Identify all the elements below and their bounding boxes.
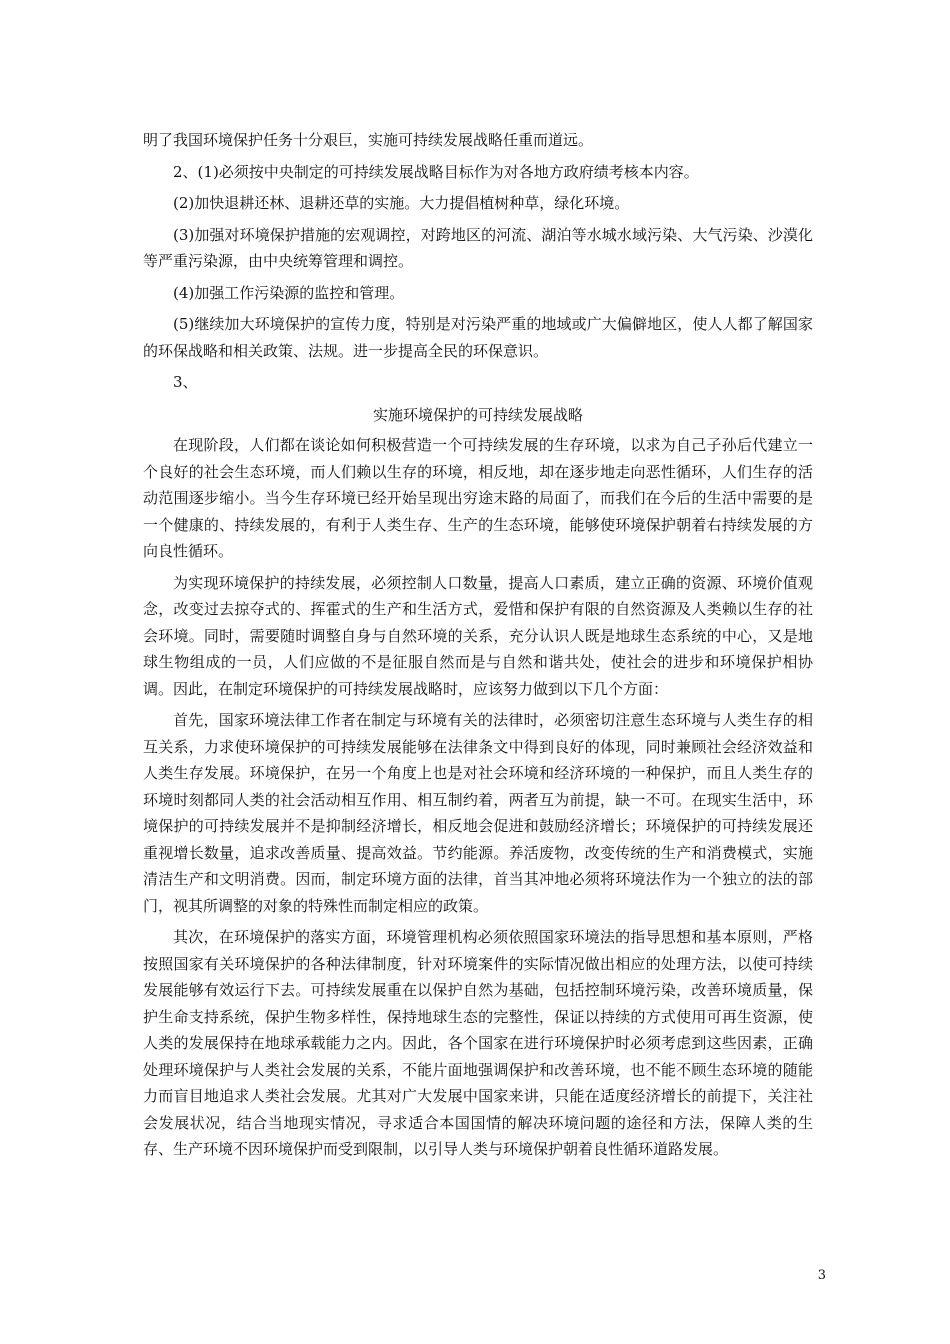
essay-paragraph: 在现阶段，人们都在谈论如何积极营造一个可持续发展的生存环境，以求为自己子孙后代建立一个良好的社会生态环境，而人们赖以生存的环境，相反地，却在逐步地走向恶性循环，人们生存的活动范围逐步缩小。当今生存环境已经开始呈现出穷途末路的局面了，而我们在今后的生活中需要的是一个健康的、持续发展的，有利于人类生存、生产的生态环境，能够使环境保护朝着右持续发展的方向良性循环。	[143, 436, 813, 560]
page-number: 3	[817, 1268, 826, 1283]
list-item-3: 3、	[173, 373, 198, 391]
paragraph-continuation: 明了我国环境保护任务十分艰巨，实施可持续发展战略任重而道远。	[143, 131, 594, 149]
document-body	[143, 127, 813, 1168]
list-item-2-2: (2)加快退耕还林、退耕还草的实施。大力提倡植树种草，绿化环境。	[173, 194, 630, 212]
list-item-2-5: (5)继续加大环境保护的宣传力度，特别是对污染严重的地域或广大偏僻地区，使人人都了解国家的环保战略和相关政策、法规。进一步提高全民的环保意识。	[143, 315, 813, 360]
list-item-2-1: 2、(1)必须按中央制定的可持续发展战略目标作为对各地方政府绩考核本内容。	[173, 162, 699, 181]
list-item-2-4: (4)加强工作污染源的监控和管理。	[173, 283, 405, 302]
list-item-2-3: (3)加强对环境保护措施的宏观调控，对跨地区的河流、湖泊等水城水域污染、大气污染、沙漠化等严重污染源，由中央统筹管理和调控。	[143, 225, 813, 270]
essay-paragraph: 首先，国家环境法律工作者在制定与环境有关的法律时，必须密切注意生态环境与人类生存的相互关系，力求使环境保护的可持续发展能够在法律条文中得到良好的体现，同时兼顾社会经济效益和人类生存发展。环境保护，在另一个角度上也是对社会环境和经济环境的一种保护，而且人类生存的环境时刻都同人类的社会活动相互作用、相互制约着，两者互为前提，缺一不可。在现实生活中，环境保护的可持续发展并不是抑制经济增长，相反地会促进和鼓励经济增长；环境保护的可持续发展还重视增长数量，追求改善质量、提高效益。节约能源。养活废物，改变传统的生产和消费模式，实施清洁生产和文明消费。因而，制定环境方面的法律，首当其冲地必须将环境法作为一个独立的法的部门，视其所调整的对象的特殊性而制定相应的政策。	[143, 711, 813, 915]
essay-paragraph: 为实现环境保护的持续发展，必须控制人口数量，提高人口素质，建立正确的资源、环境价值观念，改变过去掠夺式的、挥霍式的生产和生活方式，爱惜和保护有限的自然资源及人类赖以生存的社会环境。同时，需要随时调整自身与自然环境的关系，充分认识人既是地球生态系统的中心，又是地球生物组成的一员，人们应做的不是征服自然而是与自然和谐共处，使社会的进步和环境保护相协调。因此，在制定环境保护的可持续发展战略时，应该努力做到以下几个方面：	[143, 573, 813, 698]
essay-title: 实施环境保护的可持续发展战略	[372, 405, 583, 424]
essay-paragraph: 其次，在环境保护的落实方面，环境管理机构必须依照国家环境法的指导思想和基本原则，严格按照国家有关环境保护的各种法律制度，针对环境案件的实际情况做出相应的处理方法，以使可持续发展能够有效运行下去。可持续发展重在以保护自然为基础，包括控制环境污染，改善环境质量，保护生命支持系统，保护生物多样性，保持地球生态的完整性，保证以持续的方式使用可再生资源，使人类的发展保持在地球承载能力之内。因此，各个国家在进行环境保护时必须考虑到这些因素，正确处理环境保护与人类社会发展的关系，不能片面地强调保护和改善环境，也不能不顾生态环境的随能力而盲目地追求人类社会发展。尤其对广大发展中国家来讲，只能在适度经济增长的前提下，关注社会发展状况，结合当地现实情况，寻求适合本国国情的解决环境问题的途径和方法，保障人类的生存、生产环境不因环境保护而受到限制，以引导人类与环境保护朝着良性循环道路发展。	[143, 928, 813, 1158]
